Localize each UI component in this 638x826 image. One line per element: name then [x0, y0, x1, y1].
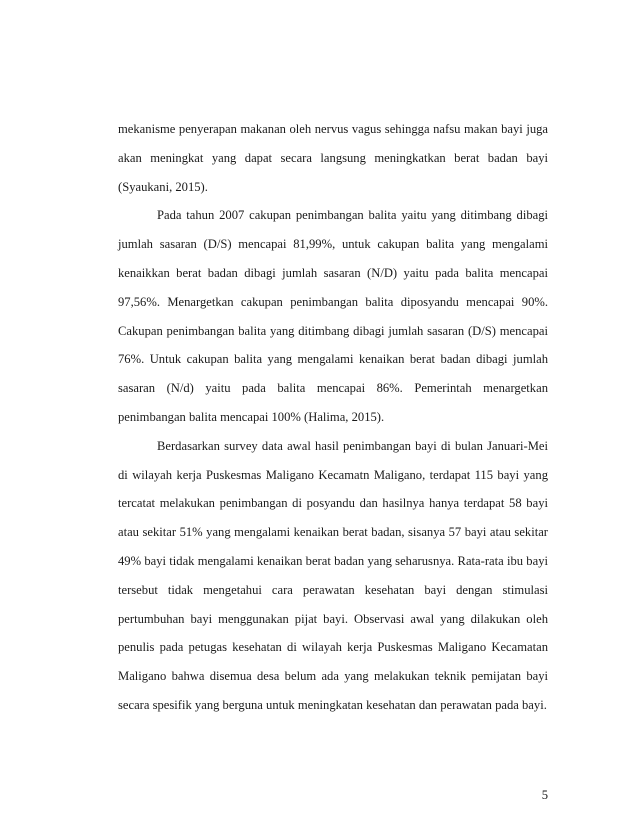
body-text — [118, 115, 548, 720]
page-number: 5 — [541, 788, 548, 802]
paragraph-weighing-coverage: Pada tahun 2007 cakupan penimbangan balita yaitu yang ditimbang dibagi jumlah sasaran (D/S) mencapai 81,99%, untuk cakupan balita yang mengalami kenaikkan berat badan dibagi jumlah sasaran (N/D) yaitu pada balita mencapai 97,56%. Menargetkan cakupan penimbangan balita diposyandu mencapai 90%. Cakupan penimbangan balita yang ditimbang dibagi jumlah sasaran (D/S) mencapai 76%. Untuk cakupan balita yang mengalami kenaikan berat badan dibagi jumlah sasaran (N/d) yaitu pada balita mencapai 86%. Pemerintah menargetkan penimbangan balita mencapai 100% (Halima, 2015). — [118, 208, 548, 424]
paragraph-continuation: mekanisme penyerapan makanan oleh nervus vagus sehingga nafsu makan bayi juga akan meningkat yang dapat secara langsung meningkatkan berat badan bayi (Syaukani, 2015). — [118, 122, 548, 194]
paragraph-survey-data: Berdasarkan survey data awal hasil penimbangan bayi di bulan Januari-Mei di wilayah kerja Puskesmas Maligano Kecamatn Maligano, terdapat 115 bayi yang tercatat melakukan penimbangan di posyandu dan hasilnya hanya terdapat 58 bayi atau sekitar 51% yang mengalami kenaikan berat badan, sisanya 57 bayi atau sekitar 49% bayi tidak mengalami kenaikan berat badan yang seharusnya. Rata-rata ibu bayi tersebut tidak mengetahui cara perawatan kesehatan bayi dengan stimulasi pertumbuhan bayi menggunakan pijat bayi. Observasi awal yang dilakukan oleh penulis pada petugas kesehatan di wilayah kerja Puskesmas Maligano Kecamatan Maligano bahwa disemua desa belum ada yang melakukan teknik pemijatan bayi secara spesifik yang berguna untuk meningkatan kesehatan dan perawatan pada bayi. — [118, 438, 548, 712]
